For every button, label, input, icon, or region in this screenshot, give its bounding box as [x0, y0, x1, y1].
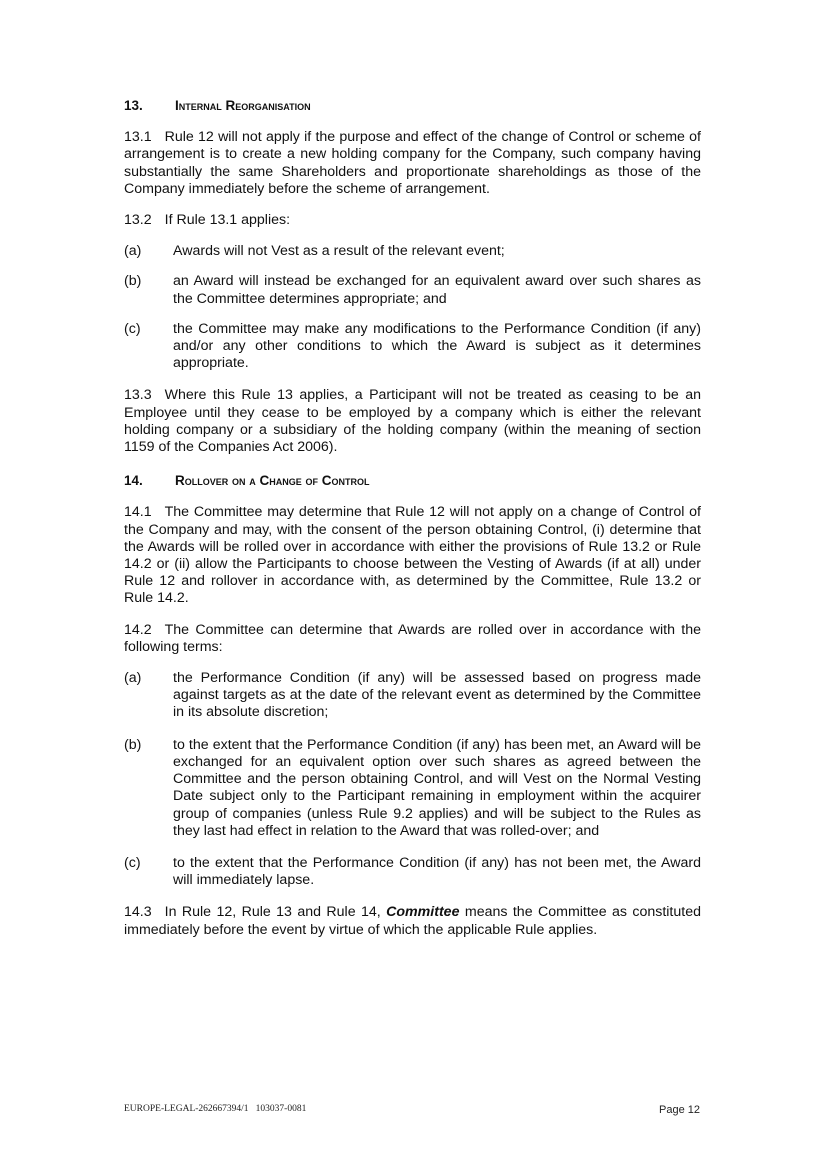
paragraph-13-2-number: 13.2	[124, 212, 152, 229]
paragraph-13-1-text: Rule 12 will not apply if the purpose and effect of the change of Control or scheme of arrangement is to create a new holding company for the Company, such company having substantially the same Shareholders and proportionate shareholdings as those of the Company immediately before the scheme of arrangement.	[124, 129, 701, 197]
list-item	[124, 855, 701, 889]
list-item-text: to the extent that the Performance Condition (if any) has been met, an Award will be exchanged for an equivalent option over such shares as agreed between the Committee and the person obtaining Control, and will Vest on the Normal Vesting Date subject only to the Participant remaining in employment within the acquirer group of companies (unless Rule 9.2 applies) and will be subject to the Rules as they last had effect in relation to the Award that was rolled-over; and	[173, 736, 701, 839]
paragraph-14-2-number: 14.2	[124, 621, 152, 638]
paragraph-13-3	[124, 387, 701, 456]
list-item-text: the Committee may make any modifications to the Performance Condition (if any) and/or any other conditions to which the Award is subject as it determines appropriate.	[173, 320, 701, 372]
list-item-label: (a)	[124, 243, 142, 260]
paragraph-14-1-number: 14.1	[124, 504, 152, 521]
paragraph-14-3-number: 14.3	[124, 904, 152, 921]
section-13-heading	[124, 97, 701, 114]
paragraph-13-2	[124, 212, 701, 229]
section-13-number: 13.	[124, 98, 143, 113]
paragraph-14-3	[124, 904, 701, 938]
paragraph-13-2-text: If Rule 13.1 applies:	[164, 212, 291, 229]
defined-term-committee: Committee	[386, 904, 460, 921]
list-item-text: an Award will instead be exchanged for an equivalent award over such shares as the Committee determines appropriate; and	[173, 273, 701, 307]
paragraph-13-3-text: Where this Rule 13 applies, a Participant will not be treated as ceasing to be an Employee until they cease to be employed by a company which is either the relevant holding company or a subsidiary of the holding company (within the meaning of section 1159 of the Companies Act 2006).	[124, 387, 701, 456]
section-13-title: Internal Reorganisation	[175, 98, 311, 113]
paragraph-14-2	[124, 622, 701, 656]
paragraph-14-3-text-before: In Rule 12, Rule 13 and Rule 14,	[164, 904, 381, 921]
list-item-label: (b)	[124, 736, 142, 753]
document-body	[124, 97, 701, 953]
paragraph-13-1	[124, 129, 701, 198]
list-item-label: (b)	[124, 273, 142, 290]
list-item-label: (c)	[124, 320, 141, 337]
paragraph-14-1-text: The Committee may determine that Rule 12 will not apply on a change of Control of the Company and may, with the consent of the person obtaining Control, (i) determine that the Awards will be rolled over in accordance with either the provisions of Rule 13.2 or Rule 14.2 or (ii) allow the Participants to choose between the Vesting of Awards (if at all) under Rule 12 and rollover in accordance with, as determined by the Committee, Rule 13.2 or Rule 14.2.	[124, 504, 701, 607]
footer-page-number: Page 12	[659, 1104, 700, 1116]
list-item-text: the Performance Condition (if any) will be assessed based on progress made against targets as at the date of the relevant event as determined by the Committee in its absolute discretion;	[173, 670, 701, 721]
list-item-text: to the extent that the Performance Condition (if any) has not been met, the Award will immediately lapse.	[173, 854, 701, 889]
section-14-number: 14.	[124, 473, 143, 489]
list-item	[124, 321, 701, 373]
list-item	[124, 273, 701, 307]
list-item	[124, 243, 701, 260]
paragraph-13-1-number: 13.1	[124, 129, 152, 146]
paragraph-13-3-number: 13.3	[124, 387, 152, 404]
footer-document-reference: EUROPE-LEGAL-262667394/1 103037-0081	[124, 1104, 307, 1114]
paragraph-14-1	[124, 504, 701, 607]
section-14-heading	[124, 472, 701, 489]
list-item	[124, 737, 701, 840]
paragraph-14-3-text-after: means the Committee as constituted immediately before the event by virtue of which the applicable Rule applies.	[124, 904, 701, 938]
list-item-text: Awards will not Vest as a result of the relevant event;	[173, 243, 505, 260]
paragraph-14-2-text: The Committee can determine that Awards are rolled over in accordance with the following terms:	[124, 621, 701, 655]
list-item-label: (a)	[124, 670, 142, 687]
section-14-title: Rollover on a Change of Control	[175, 473, 370, 489]
list-item	[124, 670, 701, 722]
list-item-label: (c)	[124, 854, 141, 871]
